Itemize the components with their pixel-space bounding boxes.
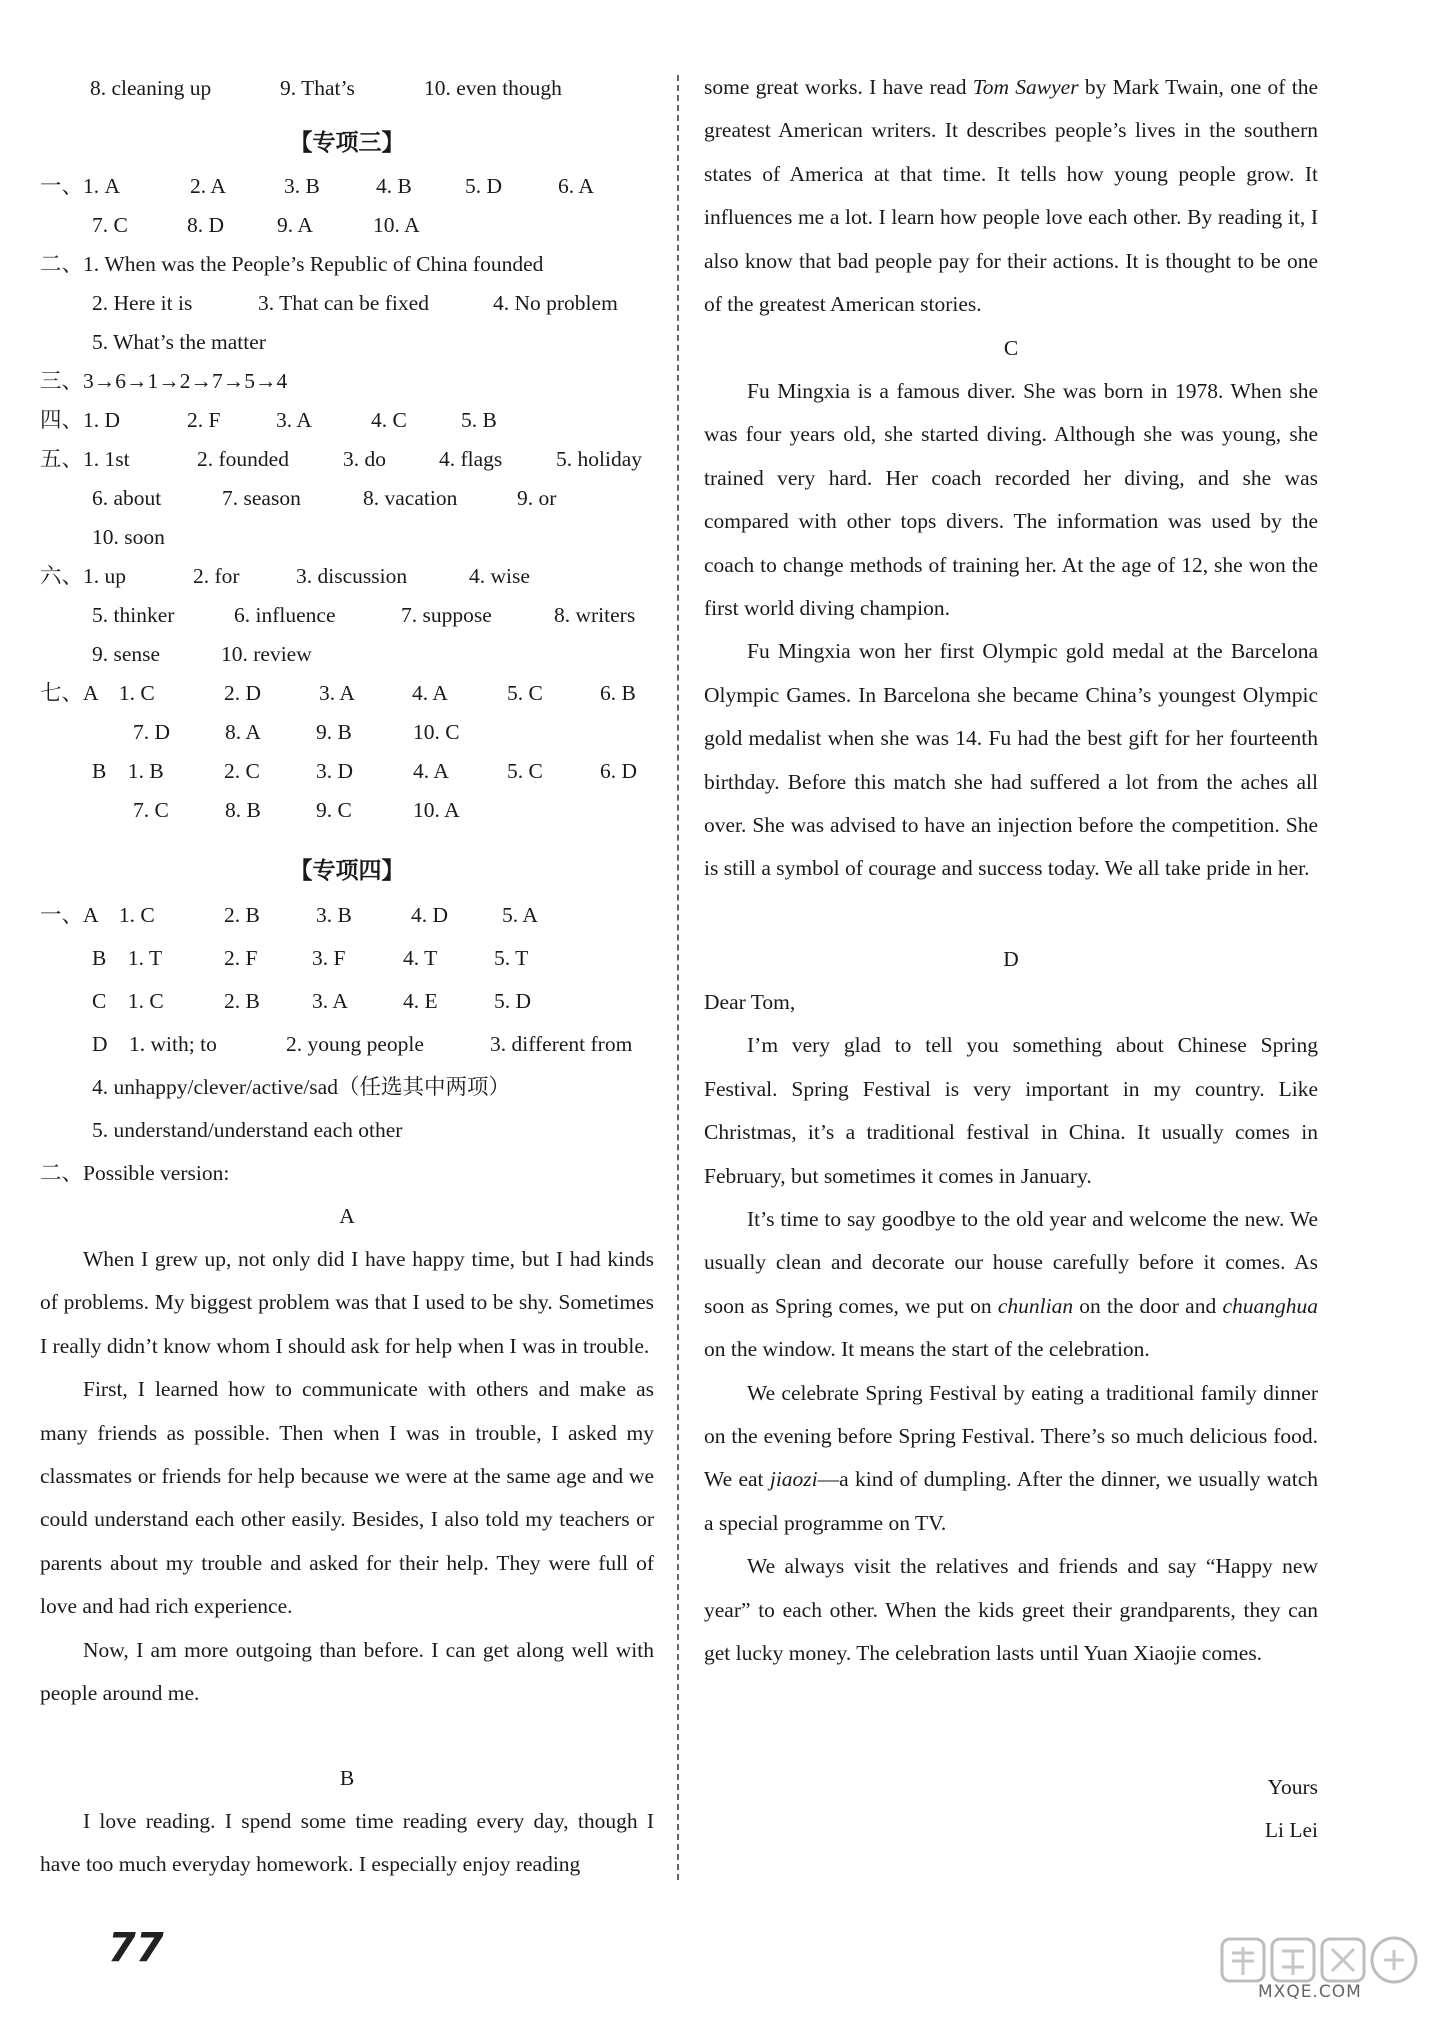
answer-item: 七、A 1. C xyxy=(40,681,155,705)
answer-item: 9. C xyxy=(316,798,352,822)
answer-item: 4. A xyxy=(412,681,448,705)
answer-item: 8. A xyxy=(225,720,261,744)
answer-item: 7. C xyxy=(133,798,169,822)
book-title: Tom Sawyer xyxy=(972,75,1079,99)
answer-item: 5. C xyxy=(507,681,543,705)
answer-item: 3. B xyxy=(284,174,320,198)
answer-item: 五、1. 1st xyxy=(40,447,130,471)
page-number: 77 xyxy=(108,1925,164,1971)
answer-item: 2. F xyxy=(187,408,221,432)
answer-item: 4. B xyxy=(376,174,412,198)
answer-item: 4. T xyxy=(403,946,438,970)
text-run: on the door and xyxy=(1073,1293,1223,1318)
essay-label-d: D xyxy=(1003,947,1019,971)
answer-item: 4. wise xyxy=(469,564,530,588)
answer-item: 3. That can be fixed xyxy=(258,291,429,315)
answer-item: 6. about xyxy=(92,486,162,510)
answer-item: 5. What’s the matter xyxy=(92,330,266,354)
essay-paragraph xyxy=(704,1198,1318,1372)
answer-item: 7. C xyxy=(92,213,128,237)
answer-item: 2. A xyxy=(190,174,226,198)
answer-item: B 1. B xyxy=(92,759,164,783)
section-title-3: 【专项三】 xyxy=(289,130,405,155)
answer-item: 一、A 1. C xyxy=(40,903,155,927)
answer-item: 4. E xyxy=(403,989,438,1013)
answer-item: 5. B xyxy=(461,408,497,432)
answer-item: 5. D xyxy=(494,989,532,1013)
answer-item: 3. different from xyxy=(490,1032,633,1056)
essay-c xyxy=(704,370,1318,891)
answer-item: 二、Possible version: xyxy=(40,1161,230,1185)
answer-item: 2. for xyxy=(193,564,240,588)
answer-item: B 1. T xyxy=(92,946,163,970)
answer-item: 4. No problem xyxy=(493,291,618,315)
letter-greeting: Dear Tom, xyxy=(704,990,796,1014)
watermark-text: MXQE.COM xyxy=(1258,1982,1362,2002)
essay-paragraph: Now, I am more outgoing than before. I can get along well with people around me. xyxy=(40,1637,654,1706)
answer-item: 9. That’s xyxy=(280,76,355,100)
answer-item: 10. A xyxy=(373,213,420,237)
answer-item: 3. D xyxy=(316,759,354,783)
answer-item: 3. A xyxy=(276,408,312,432)
answer-item: 3. F xyxy=(312,946,346,970)
answer-item: 2. B xyxy=(224,989,260,1013)
answer-item: 2. C xyxy=(224,759,260,783)
answer-item: 10. A xyxy=(413,798,460,822)
answer-item: 6. D xyxy=(600,759,638,783)
answer-item: 10. even though xyxy=(424,76,562,100)
answer-item: 3. A xyxy=(319,681,355,705)
pinyin-term: chuanghua xyxy=(1222,1293,1318,1318)
essay-paragraph xyxy=(704,1372,1318,1546)
essay-label-a: A xyxy=(339,1204,355,1228)
answer-item: 4. unhappy/clever/active/sad（任选其中两项） xyxy=(92,1075,510,1099)
essay-paragraph: Fu Mingxia won her first Olympic gold medal at the Barcelona Olympic Games. In Barcelona she became China’s youngest Olympic gold medalist when she was 14. Fu had the best gift for her fourteenth birthday. Before this match she had suffered a lot from the aches all over. She was advised to have an injection before the competition. She is still a symbol of courage and success today. We all take pride in her. xyxy=(704,639,1318,881)
essay-d xyxy=(704,981,1318,1676)
answer-item: 5. D xyxy=(465,174,503,198)
answer-item: 5. T xyxy=(494,946,529,970)
answer-item: 六、1. up xyxy=(40,564,127,588)
answer-item: 8. D xyxy=(187,213,225,237)
answer-item: D 1. with; to xyxy=(92,1032,217,1056)
answer-item: 8. writers xyxy=(554,603,636,627)
text-run: We celebrate Spring Festival by eating a traditional family dinner on the evening before Spring Festival. There’s so much delicious food. We eat xyxy=(704,1380,1318,1492)
answer-item: 4. C xyxy=(371,408,407,432)
answer-item: 8. vacation xyxy=(363,486,458,510)
answer-item: 7. D xyxy=(133,720,171,744)
answer-item: 2. F xyxy=(224,946,258,970)
answer-item: 5. holiday xyxy=(556,447,642,471)
answer-item: 9. or xyxy=(517,486,557,510)
answer-item: 7. season xyxy=(222,486,301,510)
answer-item: 10. review xyxy=(221,642,312,666)
answer-item: 3. A xyxy=(312,989,348,1013)
essay-paragraph: First, I learned how to communicate with others and make as many friends as possible. Then when I was in trouble, I asked my classmates or friends for help because we were at the same age and we could understand each other easily. Besides, I also told my teachers or parents about my trouble and asked for their help. They were full of love and had rich experience. xyxy=(40,1377,654,1619)
answer-item: 一、1. A xyxy=(40,174,121,198)
answer-item: 2. founded xyxy=(197,447,289,471)
answer-item: 2. B xyxy=(224,903,260,927)
letter-closing: Yours xyxy=(1267,1775,1318,1799)
text-run: It’s time to say goodbye to the old year and welcome the new. We usually clean and decorate our house carefully before it comes. As soon as Spring comes, we put on xyxy=(704,1207,1318,1318)
answer-item: 9. A xyxy=(277,213,313,237)
answer-item: 4. flags xyxy=(439,447,503,471)
answer-item: 5. C xyxy=(507,759,543,783)
answer-item: 9. sense xyxy=(92,642,161,666)
answer-item: 5. thinker xyxy=(92,603,175,627)
answer-item: 8. B xyxy=(225,798,261,822)
essay-paragraph: When I grew up, not only did I have happy time, but I had kinds of problems. My biggest problem was that I used to be shy. Sometimes I really didn’t know whom I should ask for help when I was in trouble. xyxy=(40,1247,654,1358)
answer-item: 四、1. D xyxy=(40,408,121,432)
answer-item: 4. D xyxy=(411,903,449,927)
text-run: by Mark Twain, one of the greatest American writers. It describes people’s lives in the southern states of America at that time. It tells how young people grow. It influences me a lot. I learn how people love each other. By reading it, I also know that bad people pay for their actions. It is thought to be one of the greatest American stories. xyxy=(704,75,1318,317)
answer-item: 7. suppose xyxy=(401,603,492,627)
answer-item: 6. influence xyxy=(234,603,336,627)
text-run: —a kind of dumpling. After the dinner, we usually watch a special programme on TV. xyxy=(704,1467,1318,1535)
column-divider xyxy=(677,75,679,1880)
essay-b-start xyxy=(40,1800,654,1887)
answer-item: 二、1. When was the People’s Republic of China founded xyxy=(40,252,544,276)
text-run: on the window. It means the start of the celebration. xyxy=(704,1337,1150,1362)
answer-item: 三、3→6→1→2→7→5→4 xyxy=(40,369,288,393)
answer-item: 9. B xyxy=(316,720,352,744)
answer-item: 10. soon xyxy=(92,525,165,549)
answer-item: C 1. C xyxy=(92,989,164,1013)
essay-paragraph: Fu Mingxia is a famous diver. She was born in 1978. When she was four years old, she started diving. Although she was young, she trained very hard. Her coach recorded her diving, and she was compared with other tops divers. The information was used by the coach to change methods of training her. At the age of 12, she won the first world diving champion. xyxy=(704,379,1318,621)
pinyin-term: chunlian xyxy=(997,1293,1074,1318)
answer-item: 6. A xyxy=(558,174,594,198)
answer-item: 3. discussion xyxy=(296,564,408,588)
answer-item: 10. C xyxy=(413,720,460,744)
answer-item: 3. B xyxy=(316,903,352,927)
answer-item: 2. Here it is xyxy=(92,291,193,315)
essay-paragraph: I’m very glad to tell you something about Chinese Spring Festival. Spring Festival is very important in my country. Like Christmas, it’s a traditional festival in China. It usually comes in February, but sometimes it comes in January. xyxy=(704,1033,1318,1188)
letter-signature: Li Lei xyxy=(1264,1818,1318,1842)
answer-item: 3. do xyxy=(343,447,386,471)
essay-label-c: C xyxy=(1003,336,1019,360)
answer-item: 2. young people xyxy=(286,1032,424,1056)
essay-paragraph: I love reading. I spend some time reading every day, though I have too much everyday homework. I especially enjoy reading xyxy=(40,1809,654,1877)
essay-paragraph: We always visit the relatives and friends and say “Happy new year” to each other. When the kids greet their grandparents, they can get lucky money. The celebration lasts until Yuan Xiaojie comes. xyxy=(704,1554,1318,1666)
answer-item: 5. A xyxy=(502,903,538,927)
answer-item: 2. D xyxy=(224,681,262,705)
essay-paragraph xyxy=(704,66,1318,326)
essay-a xyxy=(40,1238,654,1715)
answer-item: 5. understand/understand each other xyxy=(92,1118,403,1142)
answer-item: 6. B xyxy=(600,681,636,705)
answer-item: 8. cleaning up xyxy=(90,76,212,100)
text-run: some great works. I have read xyxy=(704,75,973,99)
pinyin-term: jiaozi xyxy=(769,1467,818,1492)
essay-label-b: B xyxy=(339,1766,355,1790)
section-title-4: 【专项四】 xyxy=(289,858,405,883)
answer-item: 4. A xyxy=(413,759,449,783)
essay-b-cont xyxy=(704,66,1318,326)
